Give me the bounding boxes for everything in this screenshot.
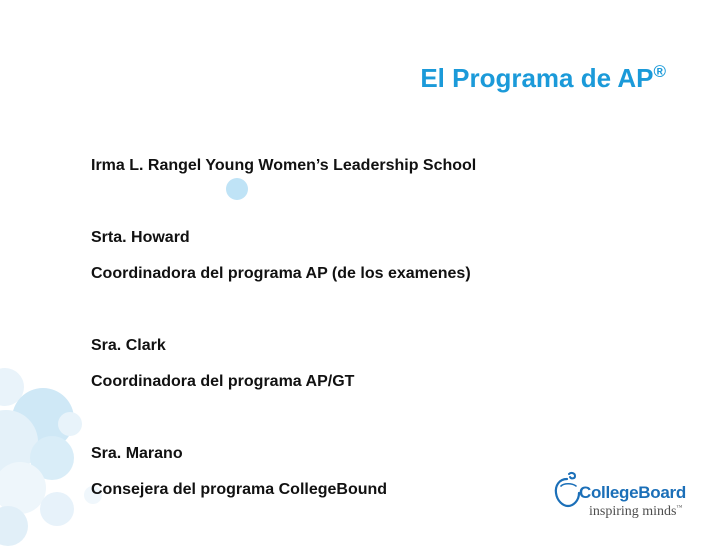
registered-mark: ® xyxy=(653,62,666,81)
decorative-bubble xyxy=(58,412,82,436)
contact-role: Consejera del programa CollegeBound xyxy=(91,481,388,498)
logo-wordmark: CollegeBoard xyxy=(579,483,686,502)
trademark-mark: ™ xyxy=(676,505,683,511)
contact-name: Srta. Howard xyxy=(91,229,190,246)
slide-title-text: El Programa de AP xyxy=(420,63,654,93)
contact-name: Sra. Marano xyxy=(91,445,183,462)
contact-name: Sra. Clark xyxy=(91,337,166,354)
logo-tagline xyxy=(589,504,682,520)
school-name: Irma L. Rangel Young Women’s Leadership School xyxy=(91,157,477,174)
contact-role: Coordinadora del programa AP (de los examenes) xyxy=(91,265,471,282)
contact-role: Coordinadora del programa AP/GT xyxy=(91,373,355,390)
slide-title xyxy=(0,62,666,94)
acorn-icon xyxy=(552,471,582,511)
logo-tagline-text: inspiring minds xyxy=(589,504,677,519)
decorative-bubble xyxy=(40,492,74,526)
decorative-bubble xyxy=(226,178,248,200)
collegeboard-logo xyxy=(552,469,697,525)
